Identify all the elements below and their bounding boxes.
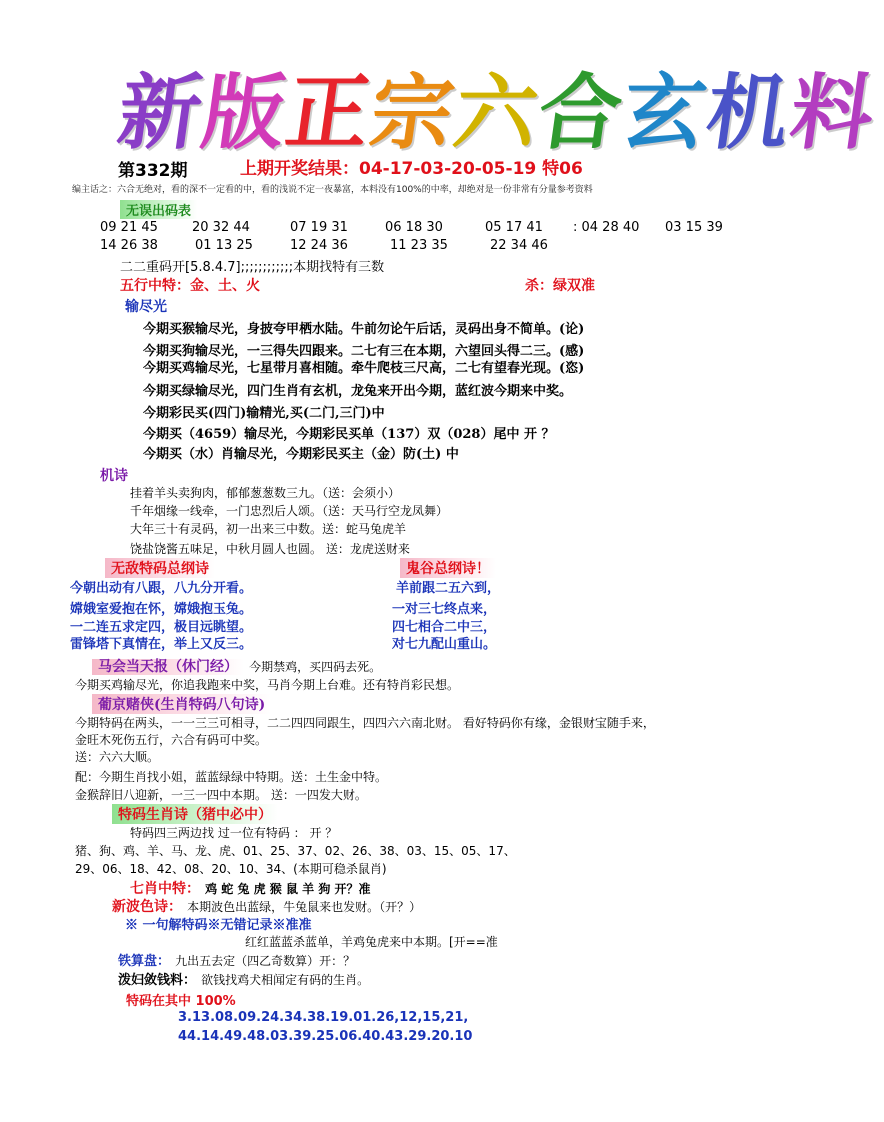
yiju-title: ※ 一句解特码※无错记录※准准 — [125, 918, 312, 933]
guigu-line: 一对三七终点来， — [392, 602, 497, 617]
tiesuan-label: 铁算盘： — [118, 954, 171, 969]
issue-number: 第332期 — [118, 161, 188, 181]
tema-row2: 44.14.49.48.03.39.25.06.40.43.29.20.10 — [178, 1029, 473, 1044]
num-cell: 05 17 41 — [485, 220, 543, 235]
num-cell: 11 23 35 — [390, 238, 448, 253]
pujing-line: 配：今期生肖找小姐，蓝蓝绿绿中特期。送：土生金中特。 — [75, 770, 388, 784]
mahui-row — [92, 656, 381, 676]
xinbo-label: 新波色诗： — [112, 899, 182, 915]
wuxing-label: 五行中特：金、土、火 — [120, 278, 260, 294]
num-cell: : 04 28 40 — [573, 220, 640, 235]
wudi-line: 雷锋塔下真情在，举上又反三。 — [70, 637, 253, 652]
shuchu-line: 今期买猴输尽光，身披夸甲栖水陆。牛前勿论午后话，灵码出身不简单。(论) — [143, 322, 585, 337]
guigu-line: 对七九配山重山。 — [392, 637, 497, 652]
mahui-title: 马会当天报（休门经） — [92, 659, 244, 675]
jishi-line: 大年三十有灵码，初一出来三中数。送：蛇马兔虎羊 — [130, 522, 407, 536]
shuchu-line: 今期彩民买(四门)输精光,买(二门,三门)中 — [143, 406, 385, 421]
guigu-line: 羊前跟二五六到， — [396, 581, 501, 596]
jishi-line: 千年烟缘一线牵，一门忠烈后人颂。（送：天马行空龙凤舞） — [130, 504, 449, 518]
wudi-line: 一二连五求定四，极目远眺望。 — [70, 620, 253, 635]
xinbo-row — [112, 896, 421, 916]
title-char: 宗 — [364, 65, 462, 161]
pujing-line: 金旺木死伤五行，六合有码可中奖。 — [75, 733, 268, 747]
shuchu-line: 今期买绿输尽光，四门生肖有玄机，龙兔来开出今期，蓝红波今期来中奖。 — [143, 384, 573, 399]
wudi-title: 无敌特码总纲诗 — [105, 558, 215, 578]
texiao-title: 特码生肖诗（猪中必中） — [112, 804, 278, 824]
title-char: 料 — [784, 65, 882, 161]
tema-title: 特码在其中 100% — [126, 994, 236, 1009]
title-char: 合 — [532, 65, 630, 161]
title-char: 版 — [196, 65, 294, 161]
page-title — [112, 48, 882, 165]
wuwu-row1 — [100, 220, 723, 235]
guigu-title: 鬼谷总纲诗！ — [400, 558, 496, 578]
pujing-title: 葡京赌侠(生肖特码八句诗) — [92, 694, 271, 714]
jishi-line: 饶盐饶酱五味足，中秋月圆人也圆。 送：龙虎送财来 — [130, 542, 410, 556]
shuchu-title: 输尽光 — [125, 299, 167, 315]
pofu-text: 欲钱找鸡犬相闻定有码的生肖。 — [201, 973, 370, 987]
shuchu-line: 今期买（4659）输尽光，今期彩民买单（137）双（028）尾中 开 ？ — [143, 427, 555, 442]
title-char: 六 — [448, 65, 546, 161]
shuchu-line: 今期买（水）肖输尽光，今期彩民买主（金）防(土) 中 — [143, 447, 459, 462]
jishi-line: 挂着羊头卖狗肉，郁郁葱葱数三九。（送：会须小） — [130, 486, 401, 500]
pujing-line: 金猴辞旧八迎新，一三一四中本期。 送：一四发大财。 — [75, 788, 367, 802]
shuchu-line: 今期买狗输尽光，一三得失四跟来。二七有三在本期，六望回头得二三。(感) — [143, 344, 585, 359]
texiao-line2: 猪、狗、鸡、羊、马、龙、虎、01、25、37、02、26、38、03、15、05、17、 — [75, 844, 516, 858]
wudi-line: 今朝出动有八跟，八九分开看。 — [70, 581, 253, 596]
qixiao-text: 鸡 蛇 兔 虎 猴 鼠 羊 狗 开？准 — [205, 882, 371, 896]
texiao-line3: 29、06、18、42、08、20、10、34、(本期可稳杀鼠肖) — [75, 862, 387, 876]
qixiao-label: 七肖中特： — [130, 881, 200, 897]
num-cell: 14 26 38 — [100, 238, 158, 253]
num-cell: 12 24 36 — [290, 238, 348, 253]
pofu-label: 泼妇敛钱料： — [118, 973, 197, 988]
num-cell: 06 18 30 — [385, 220, 443, 235]
editor-note: 编主话之：六合无绝对，看的深不一定看的中，看的浅说不定一夜暴富，本料没有100%的中率，却绝对是一份非常有分量参考资料 — [72, 185, 593, 195]
mahui-line2: 今期买鸡输尽光，你追我跑来中奖，马肖今期上台难。还有特肖彩民想。 — [75, 678, 460, 692]
jishi-title: 机诗 — [100, 468, 128, 484]
tiesuan-text: 九出五去定（四乙奇数算）开：？ — [175, 954, 356, 968]
title-char: 机 — [700, 65, 798, 161]
num-cell: 03 15 39 — [665, 220, 723, 235]
xinbo-text: 本期波色出蓝绿，牛兔鼠来也发财。（开？） — [187, 900, 422, 914]
num-cell: 20 32 44 — [192, 220, 250, 235]
title-char: 新 — [112, 65, 210, 161]
pujing-line: 今期特码在两头，一一三三可相寻，二二四四同跟生，四四六六南北财。 看好特码你有缘，金银财宝随手来， — [75, 716, 655, 730]
pujing-line: 送：六六大顺。 — [75, 750, 160, 764]
num-cell: 07 19 31 — [290, 220, 348, 235]
qixiao-row — [130, 878, 371, 898]
num-cell: 22 34 46 — [490, 238, 548, 253]
num-cell: 09 21 45 — [100, 220, 158, 235]
mahui-text: 今期禁鸡，买四码去死。 — [249, 660, 382, 674]
wuwu-title: 无误出码表 — [120, 200, 197, 219]
last-result: 上期开奖结果：04-17-03-20-05-19 特06 — [240, 159, 583, 179]
kill-label: 杀：绿双准 — [525, 278, 595, 294]
wuwu-row2 — [100, 238, 548, 253]
tema-row1: 3.13.08.09.24.34.38.19.01.26,12,15,21, — [178, 1010, 469, 1025]
guigu-line: 四七相合二中三， — [392, 620, 497, 635]
yiju-text: 红红蓝蓝杀蓝单，羊鸡兔虎来中本期。[开==准 — [245, 935, 498, 949]
repeat-line: 二二重码开[5.8.4.7];;;;;;;;;;;;本期找特有三数 — [120, 260, 385, 275]
texiao-line1: 特码四三两边找 过一位有特码 ： 开 ？ — [130, 826, 338, 840]
wudi-line: 嫦娥室爱抱在怀，嫦娥抱玉兔。 — [70, 602, 253, 617]
title-char: 玄 — [616, 65, 714, 161]
shuchu-line: 今期买鸡输尽光，七星带月喜相随。牵牛爬枝三尺高，二七有望春光现。(恣) — [143, 361, 585, 376]
title-char: 正 — [280, 65, 378, 161]
tiesuan-row — [118, 950, 355, 969]
num-cell: 01 13 25 — [195, 238, 253, 253]
pofu-row — [118, 969, 369, 988]
